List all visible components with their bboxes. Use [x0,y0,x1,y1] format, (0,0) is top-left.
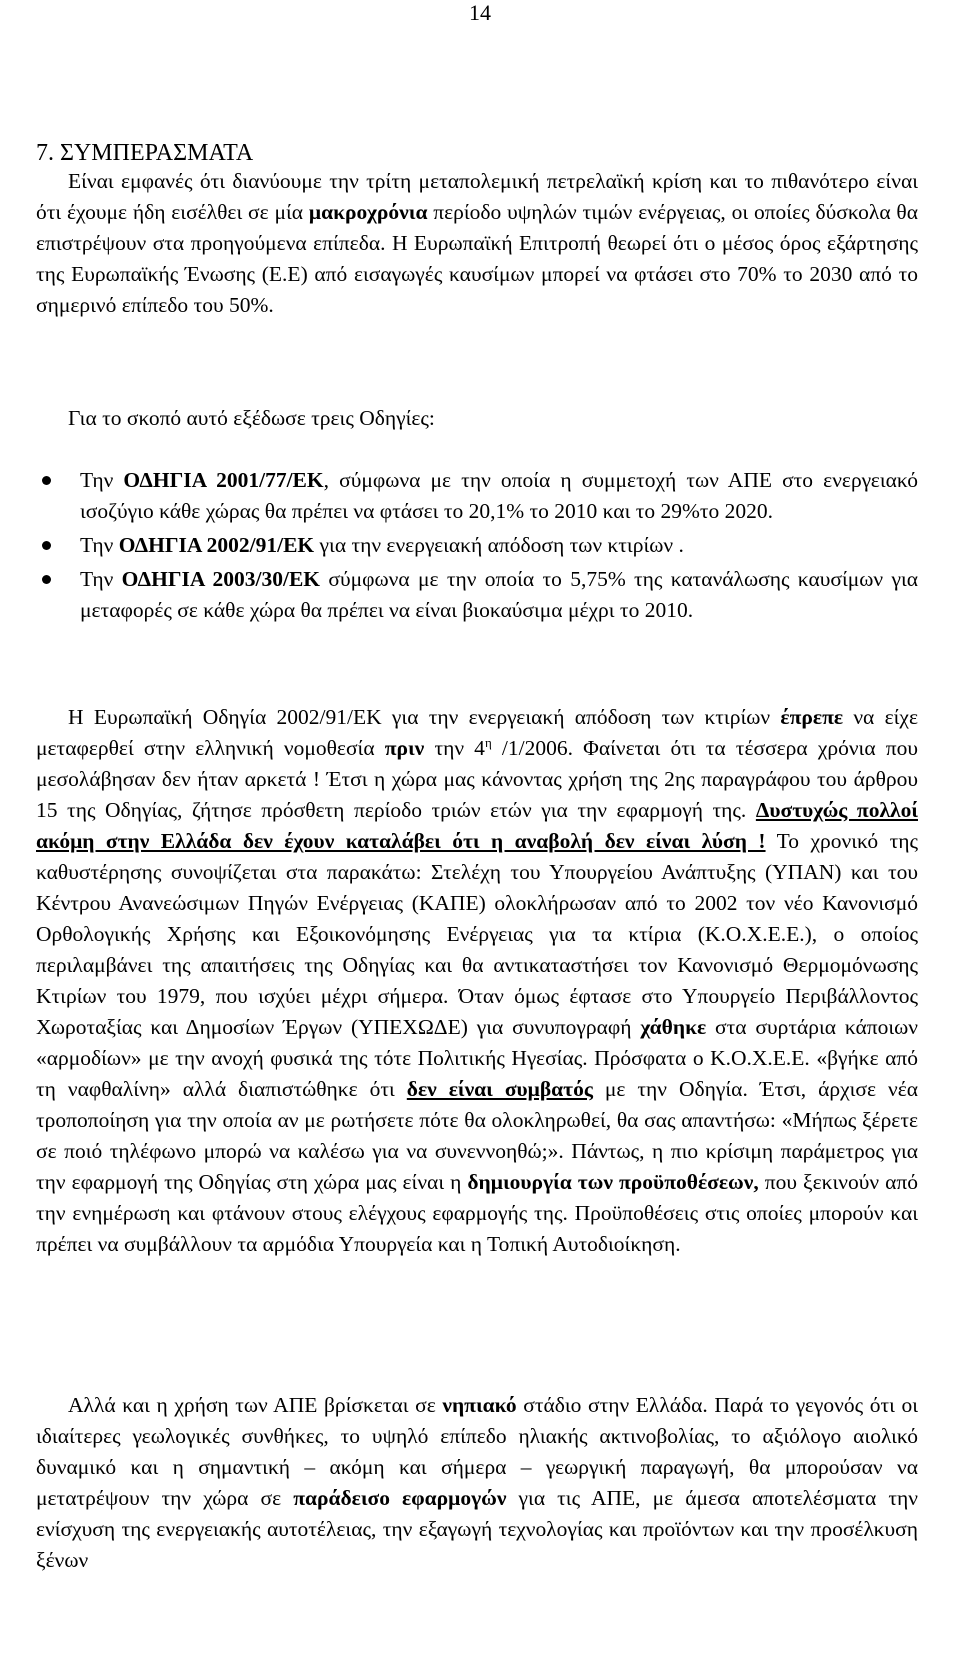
bold-text: έπρεπε [780,705,844,729]
bullet-icon [42,476,51,485]
bold-text: νηπιακό [442,1393,517,1417]
bold-text: χάθηκε [640,1015,707,1039]
text-run: με την Οδηγία. Έτσι, άρχισε νέα τροποποίηση για την οποία αν με ρωτήσετε πότε θα ολοκληρωθεί, θα σας απαντήσω: «Μήπως ξέρετε σε ποιό τηλέφωνο μπορώ να καλέσω για να συνεννοηθώ;». Πάντως, η πιο κρίσιμη παράμετρος για την εφαρμογή της Οδηγίας στη χώρα μας είναι η [36,1077,919,1194]
page-number: 14 [469,0,491,25]
bold-text: ΟΔΗΓΙΑ 2001/77/ΕΚ [123,468,324,492]
text-run: να είχε μεταφερθεί στην ελληνική νομοθεσία [36,705,918,760]
text-run: Την [80,468,124,492]
bold-underlined-text: Δυστυχώς πολλοί ακόμη στην Ελλάδα δεν έχουν καταλάβει ότι η αναβολή δεν είναι λύση ! [36,798,918,853]
bold-text: μακροχρόνια [308,200,428,224]
text-run: Την [80,533,119,557]
paragraph-directive-delay [36,702,918,1260]
text-run: που ξεκινούν από την ενημέρωση και φτάνουν στους ελέγχους εφαρμογής της. Προϋποθέσεις στις οποίες μπορούν και πρέπει να συμβάλλουν τα αρμόδια Υπουργεία και η Τοπική Αυτοδιοίκηση. [36,1170,918,1256]
superscript-text: η [484,734,492,750]
bold-text: ΟΔΗΓΙΑ 2002/91/ΕΚ [118,533,315,557]
bold-text: πριν [384,736,425,760]
bold-underlined-text: δεν είναι συμβατός [406,1077,593,1101]
paragraph-intro [36,166,918,321]
paragraph-directives-intro [36,403,918,434]
section-heading: 7. ΣΥΜΠΕΡΑΣΜΑΤΑ [36,140,254,166]
text-run: Είναι εμφανές ότι διανύουμε την τρίτη μεταπολεμική πετρελαϊκή κρίση και το πιθανότερο είναι ότι έχουμε ήδη εισέλθει σε μία [36,169,918,224]
bold-text: παράδεισο εφαρμογών [293,1486,507,1510]
text-run: σύμφωνα με την οποία το 5,75% της κατανάλωσης καυσίμων για μεταφορές σε κάθε χώρα θα πρέπει να είναι βιοκαύσιμα μέχρι το 2010. [80,567,918,622]
text-run: για την ενεργειακή απόδοση των κτιρίων . [314,533,684,557]
list-item [36,564,918,626]
text-run: περίοδο υψηλών τιμών ενέργειας, οι οποίες δύσκολα θα επιστρέψουν στα προηγούμενα επίπεδα. Η Ευρωπαϊκή Επιτροπή θεωρεί ότι ο μέσος όρος εξάρτησης της Ευρωπαϊκής Ένωσης (Ε.Ε) από εισαγωγές καυσίμων μπορεί να φτάσει στο 70% το 2030 από το σημερινό επίπεδο του 50%. [36,200,918,317]
text-run: , σύμφωνα με την οποία η συμμετοχή των ΑΠΕ στο ενεργειακό ισοζύγιο κάθε χώρας θα πρέπει να φτάσει το 20,1% το 2010 και το 29%το 2020. [80,468,918,523]
text-run: /1/2006. Φαίνεται ότι τα τέσσερα χρόνια που μεσολάβησαν δεν ήταν αρκετά ! Έτσι η χώρα μας κάνοντας χρήση της 2ης παραγράφου του άρθρου 15 της Οδηγίας, ζήτησε πρόσθετη περίοδο τριών ετών για την εφαρμογή της. [36,736,918,822]
text-run: Για το σκοπό αυτό εξέδωσε τρεις Οδηγίες: [68,406,435,430]
text-run: για τις ΑΠΕ, με άμεσα αποτελέσματα την ενίσχυση της ενεργειακής αυτοτέλειας, την εξαγωγή τεχνολογίας και προϊόντων και την προσέλκυση ξένων [36,1486,918,1572]
bullet-icon [42,575,51,584]
bold-text: ΟΔΗΓΙΑ 2003/30/ΕΚ [121,567,321,591]
text-run: την 4 [424,736,485,760]
text-run: Αλλά και η χρήση των ΑΠΕ βρίσκεται σε [68,1393,443,1417]
list-item [36,530,918,561]
directives-list [36,465,918,626]
paragraph-res-usage [36,1390,918,1576]
list-item [36,465,918,527]
bullet-icon [42,541,51,550]
text-run: Την [80,567,122,591]
text-run: Η Ευρωπαϊκή Οδηγία 2002/91/ΕΚ για την ενεργειακή απόδοση των κτιρίων [68,705,781,729]
bold-text: δημιουργία των προϋποθέσεων, [467,1170,759,1194]
text-run: στάδιο στην Ελλάδα. Παρά το γεγονός ότι οι ιδιαίτερες γεωλογικές συνθήκες, το υψηλό επίπεδο ηλιακής ακτινοβολίας, το αξιόλογο αιολικό δυναμικό και η σημαντική – ακόμη και σήμερα – γεωργική παραγωγή, θα μπορούσαν να μετατρέψουν την χώρα σε [36,1393,919,1510]
text-run: στα συρτάρια κάποιων «αρμοδίων» με την ανοχή φυσικά της τότε Πολιτικής Ηγεσίας. Πρόσφατα ο Κ.Ο.Χ.Ε.Ε. «βγήκε από τη ναφθαλίνη» αλλά διαπιστώθηκε ότι [36,1015,919,1101]
text-run: Το χρονικό της καθυστέρησης συνοψίζεται στα παρακάτω: Στελέχη του Υπουργείου Ανάπτυξης (ΥΠΑΝ) και του Κέντρου Ανανεώσιμων Πηγών Ενέργειας (ΚΑΠΕ) ολοκλήρωσαν από το 2002 τον νέο Κανονισμό Ορθολογικής Χρήσης και Εξοικονόμησης Ενέργειας για τα κτίρια (Κ.Ο.Χ.Ε.Ε.), ο οποίος περιλαμβάνει της απαιτήσεις της Οδηγίας και θα αντικαταστήσει τον Κανονισμό Θερμομόνωσης Κτιρίων του 1979, που ισχύει μέχρι σήμερα. Όταν όμως έφτασε στο Υπουργείο Περιβάλλοντος Χωροταξίας και Δημοσίων Έργων (ΥΠΕΧΩΔΕ) για συνυπογραφή [36,829,918,1039]
